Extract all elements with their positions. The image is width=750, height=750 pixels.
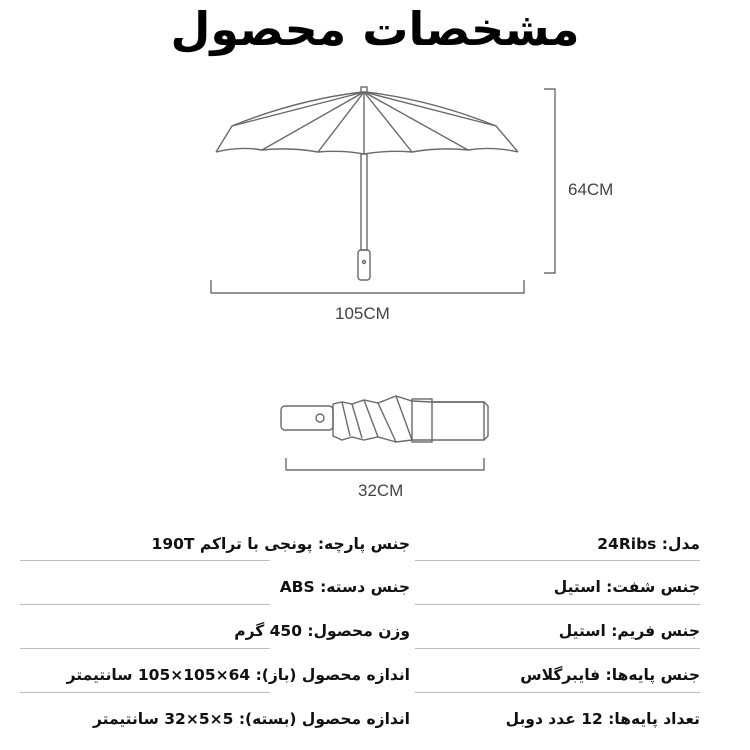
row-divider [20,560,270,561]
spec-row [20,565,700,609]
closed-length-label: 32CM [358,481,404,500]
open-height-dimension-line [544,89,555,273]
row-divider [415,604,700,605]
spec-handle: جنس دسته: ABS [279,578,410,596]
closed-umbrella-illustration [281,396,488,442]
open-umbrella-illustration [216,87,518,280]
spec-size-open: اندازه محصول (باز): 64×105×105 سانتیمتر [66,666,410,684]
spec-row [20,653,700,697]
spec-shaft: جنس شفت: استیل [553,578,700,596]
spec-ribs-count: تعداد پایه‌ها: 12 عدد دوبل [505,710,700,728]
spec-row [20,609,700,653]
spec-fabric: جنس پارچه: پونجی با تراکم 190T [151,535,410,553]
spec-weight: وزن محصول: 450 گرم [234,622,410,640]
open-width-dimension-line [211,280,524,293]
spec-frame: جنس فریم: استیل [558,622,700,640]
spec-ribs-material: جنس پایه‌ها: فایبرگلاس [520,666,700,684]
row-divider [415,560,700,561]
spec-model: مدل: 24Ribs [597,535,700,553]
row-divider [415,648,700,649]
spec-row [20,697,700,741]
page-title: مشخصات محصول [170,2,580,56]
closed-length-dimension-line [286,458,484,470]
row-divider [20,692,270,693]
spec-size-closed: اندازه محصول (بسته): 5×5×32 سانتیمتر [92,710,410,728]
row-divider [20,604,270,605]
row-divider [20,648,270,649]
row-divider [415,692,700,693]
open-height-label: 64CM [568,180,614,199]
open-width-label: 105CM [335,304,390,323]
